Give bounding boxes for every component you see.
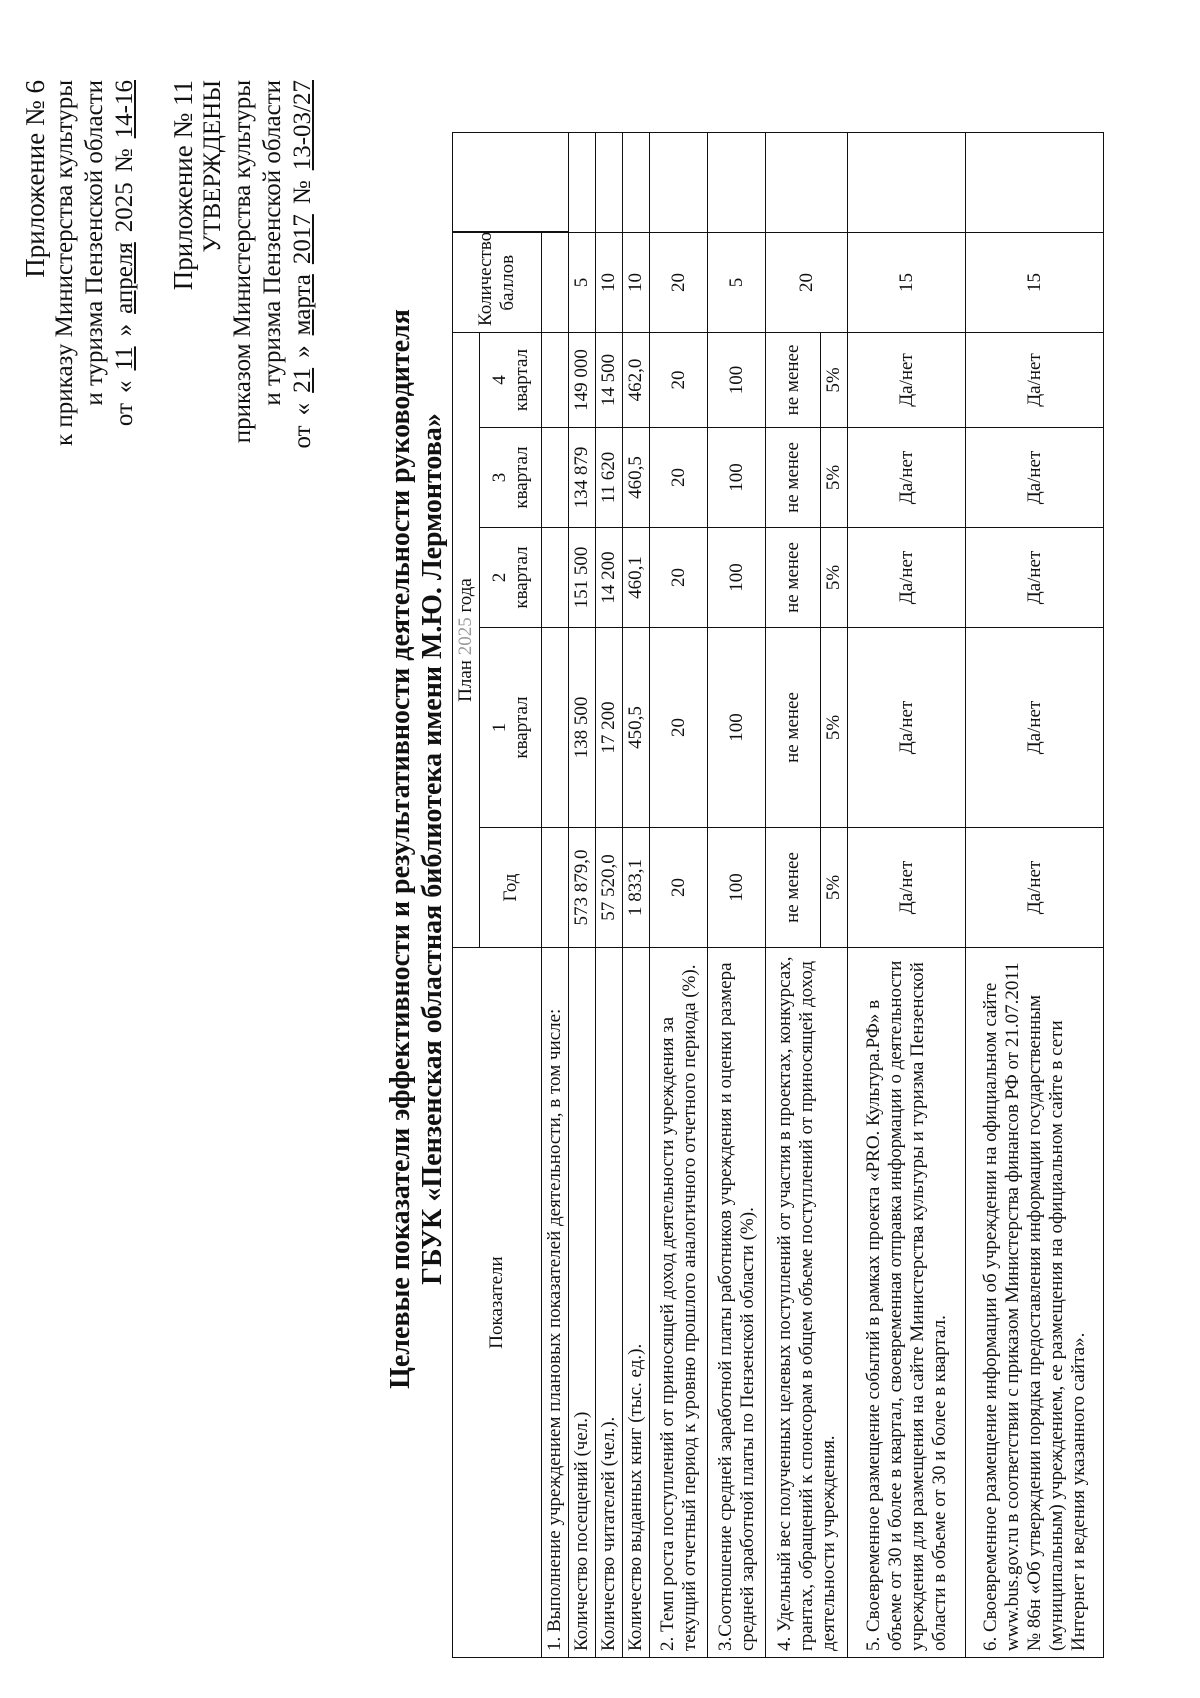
appendix-original-date: от«21»марта2017№13-03/27 bbox=[289, 80, 316, 449]
header-plan-year: 2025 bbox=[455, 617, 476, 656]
appendix-original-day: 21 bbox=[289, 367, 316, 393]
table-header-row bbox=[453, 133, 480, 1658]
header-q2: 2 квартал bbox=[480, 528, 542, 628]
appendix-original-line1: приказом Министерства культуры bbox=[229, 80, 256, 444]
row4-label: 4. Удельный вес полученных целевых поступлений от участия в проектах, конкурсах, грантах, обращений к спонсорам в общем объеме поступлений от приносящей доход деятельности учреждения. bbox=[766, 948, 848, 1658]
header-q4: 4 квартал bbox=[480, 333, 542, 428]
document-title-line1: Целевые показатели эффективности и результативности деятельности руководителя bbox=[385, 309, 416, 1389]
appendix-original-year: 2017 bbox=[289, 214, 316, 265]
row3-label: 3.Соотношение средней заработной платы работников учреждения и оценки размера средней заработной платы по Пензенской области (%). bbox=[708, 948, 766, 1658]
row5-label: 5. Своевременное размещение событий в рамках проекта «PRO. Культура.РФ» в объеме от 30 и более в квартал, своевременная отправка информации о деятельности учреждения для размещения на сайте Министерства культуры и туризма Пензенской области в объеме от 30 и более в квартал. bbox=[848, 948, 966, 1658]
appendix-current-header bbox=[20, 80, 140, 446]
appendix-original-approved: УТВЕРЖДЕНЫ bbox=[199, 80, 226, 253]
appendix-original-month: марта bbox=[289, 274, 316, 336]
appendix-current-day: 11 bbox=[111, 346, 138, 371]
table-row: 5% 5% 5% 5% 5% bbox=[821, 133, 848, 1658]
header-q1: 1 квартал bbox=[480, 628, 542, 828]
table-row: 5. Своевременное размещение событий в рамках проекта «PRO. Культура.РФ» в объеме от 30 и более в квартал, своевременная отправка информации о деятельности учреждения для размещения на сайте Министерства культуры и туризма Пензенской области в объеме от 30 и более в квартал. Да/нет Да/нет Да/нет Да/нет Да/нет 15 bbox=[848, 133, 966, 1658]
table-row: Количество посещений (чел.) 573 879,0 138 500 151 500 134 879 149 000 5 bbox=[569, 133, 596, 1658]
appendix-current-number: 14-16 bbox=[111, 80, 138, 139]
appendix-current-month: апреля bbox=[111, 242, 138, 314]
row1c-label: Количество выданных книг (тыс. ед.). bbox=[623, 948, 650, 1658]
appendix-original-title: Приложение № 11 bbox=[168, 80, 198, 291]
appendix-current-line2: и туризма Пензенской области bbox=[81, 80, 108, 406]
table-blank-column bbox=[453, 133, 569, 233]
appendix-original-line2: и туризма Пензенской области bbox=[259, 80, 286, 406]
appendix-original-header bbox=[168, 80, 318, 449]
appendix-current-title: Приложение № 6 bbox=[20, 80, 50, 278]
header-indicators: Показатели bbox=[453, 948, 542, 1658]
table-row: 3.Соотношение средней заработной платы работников учреждения и оценки размера средней заработной платы по Пензенской области (%). 100 100 100 100 100 5 bbox=[708, 133, 766, 1658]
table-row: Количество читателей (чел.). 57 520,0 17 200 14 200 11 620 14 500 10 bbox=[596, 133, 623, 1658]
row1a-label: Количество посещений (чел.) bbox=[569, 948, 596, 1658]
indicators-table bbox=[452, 132, 1104, 1658]
row2-label: 2. Темп роста поступлений от приносящей доход деятельности учреждения за текущий отчетный период к уровню прошлого аналогичного отчетного периода (%). bbox=[650, 948, 708, 1658]
appendix-current-year: 2025 bbox=[111, 182, 138, 233]
document-title bbox=[385, 0, 449, 1698]
table-row: 2. Темп роста поступлений от приносящей доход деятельности учреждения за текущий отчетный период к уровню прошлого аналогичного отчетного периода (%). 20 20 20 20 20 20 bbox=[650, 133, 708, 1658]
row1b-label: Количество читателей (чел.). bbox=[596, 948, 623, 1658]
table-row: Количество выданных книг (тыс. ед.). 1 833,1 450,5 460,1 460,5 462,0 10 bbox=[623, 133, 650, 1658]
table-row: 6. Своевременное размещение информации об учреждении на официальном сайте www.bus.gov.ru в соответствии с приказом Министерства финансов РФ от 21.07.2011 № 86н «Об утверждении порядка предоставления информации государственным (муниципальным) учреждением, ее размещения на официальном сайте в сети Интернет и ведения указанного сайта». Да/нет Да/нет Да/нет Да/нет Да/нет 15 bbox=[966, 133, 1104, 1658]
appendix-current-date: от«11»апреля2025№14-16 bbox=[111, 80, 138, 427]
table-row: 4. Удельный вес полученных целевых поступлений от участия в проектах, конкурсах, грантах, обращений к спонсорам в общем объеме поступлений от приносящей доход деятельности учреждения. не менее не менее не менее не менее не менее 20 bbox=[766, 133, 821, 1658]
appendix-original-number: 13-03/27 bbox=[289, 80, 316, 171]
document-title-line2: ГБУК «Пензенская областная библиотека имени М.Ю. Лермонтова» bbox=[417, 413, 448, 1285]
table-row bbox=[542, 133, 569, 1658]
header-points: Количество баллов bbox=[453, 233, 542, 333]
appendix-current-line1: к приказу Министерства культуры bbox=[51, 80, 78, 446]
header-q3: 3 квартал bbox=[480, 428, 542, 528]
header-year: Год bbox=[480, 828, 542, 948]
row6-label: 6. Своевременное размещение информации об учреждении на официальном сайте www.bus.gov.ru в соответствии с приказом Министерства финансов РФ от 21.07.2011 № 86н «Об утверждении порядка предоставления информации государственным (муниципальным) учреждением, ее размещения на официальном сайте в сети Интернет и ведения указанного сайта». bbox=[966, 948, 1104, 1658]
row1-label: 1. Выполнение учреждением плановых показателей деятельности, в том числе: bbox=[542, 948, 569, 1658]
header-plan: План 2025 года bbox=[453, 333, 480, 948]
